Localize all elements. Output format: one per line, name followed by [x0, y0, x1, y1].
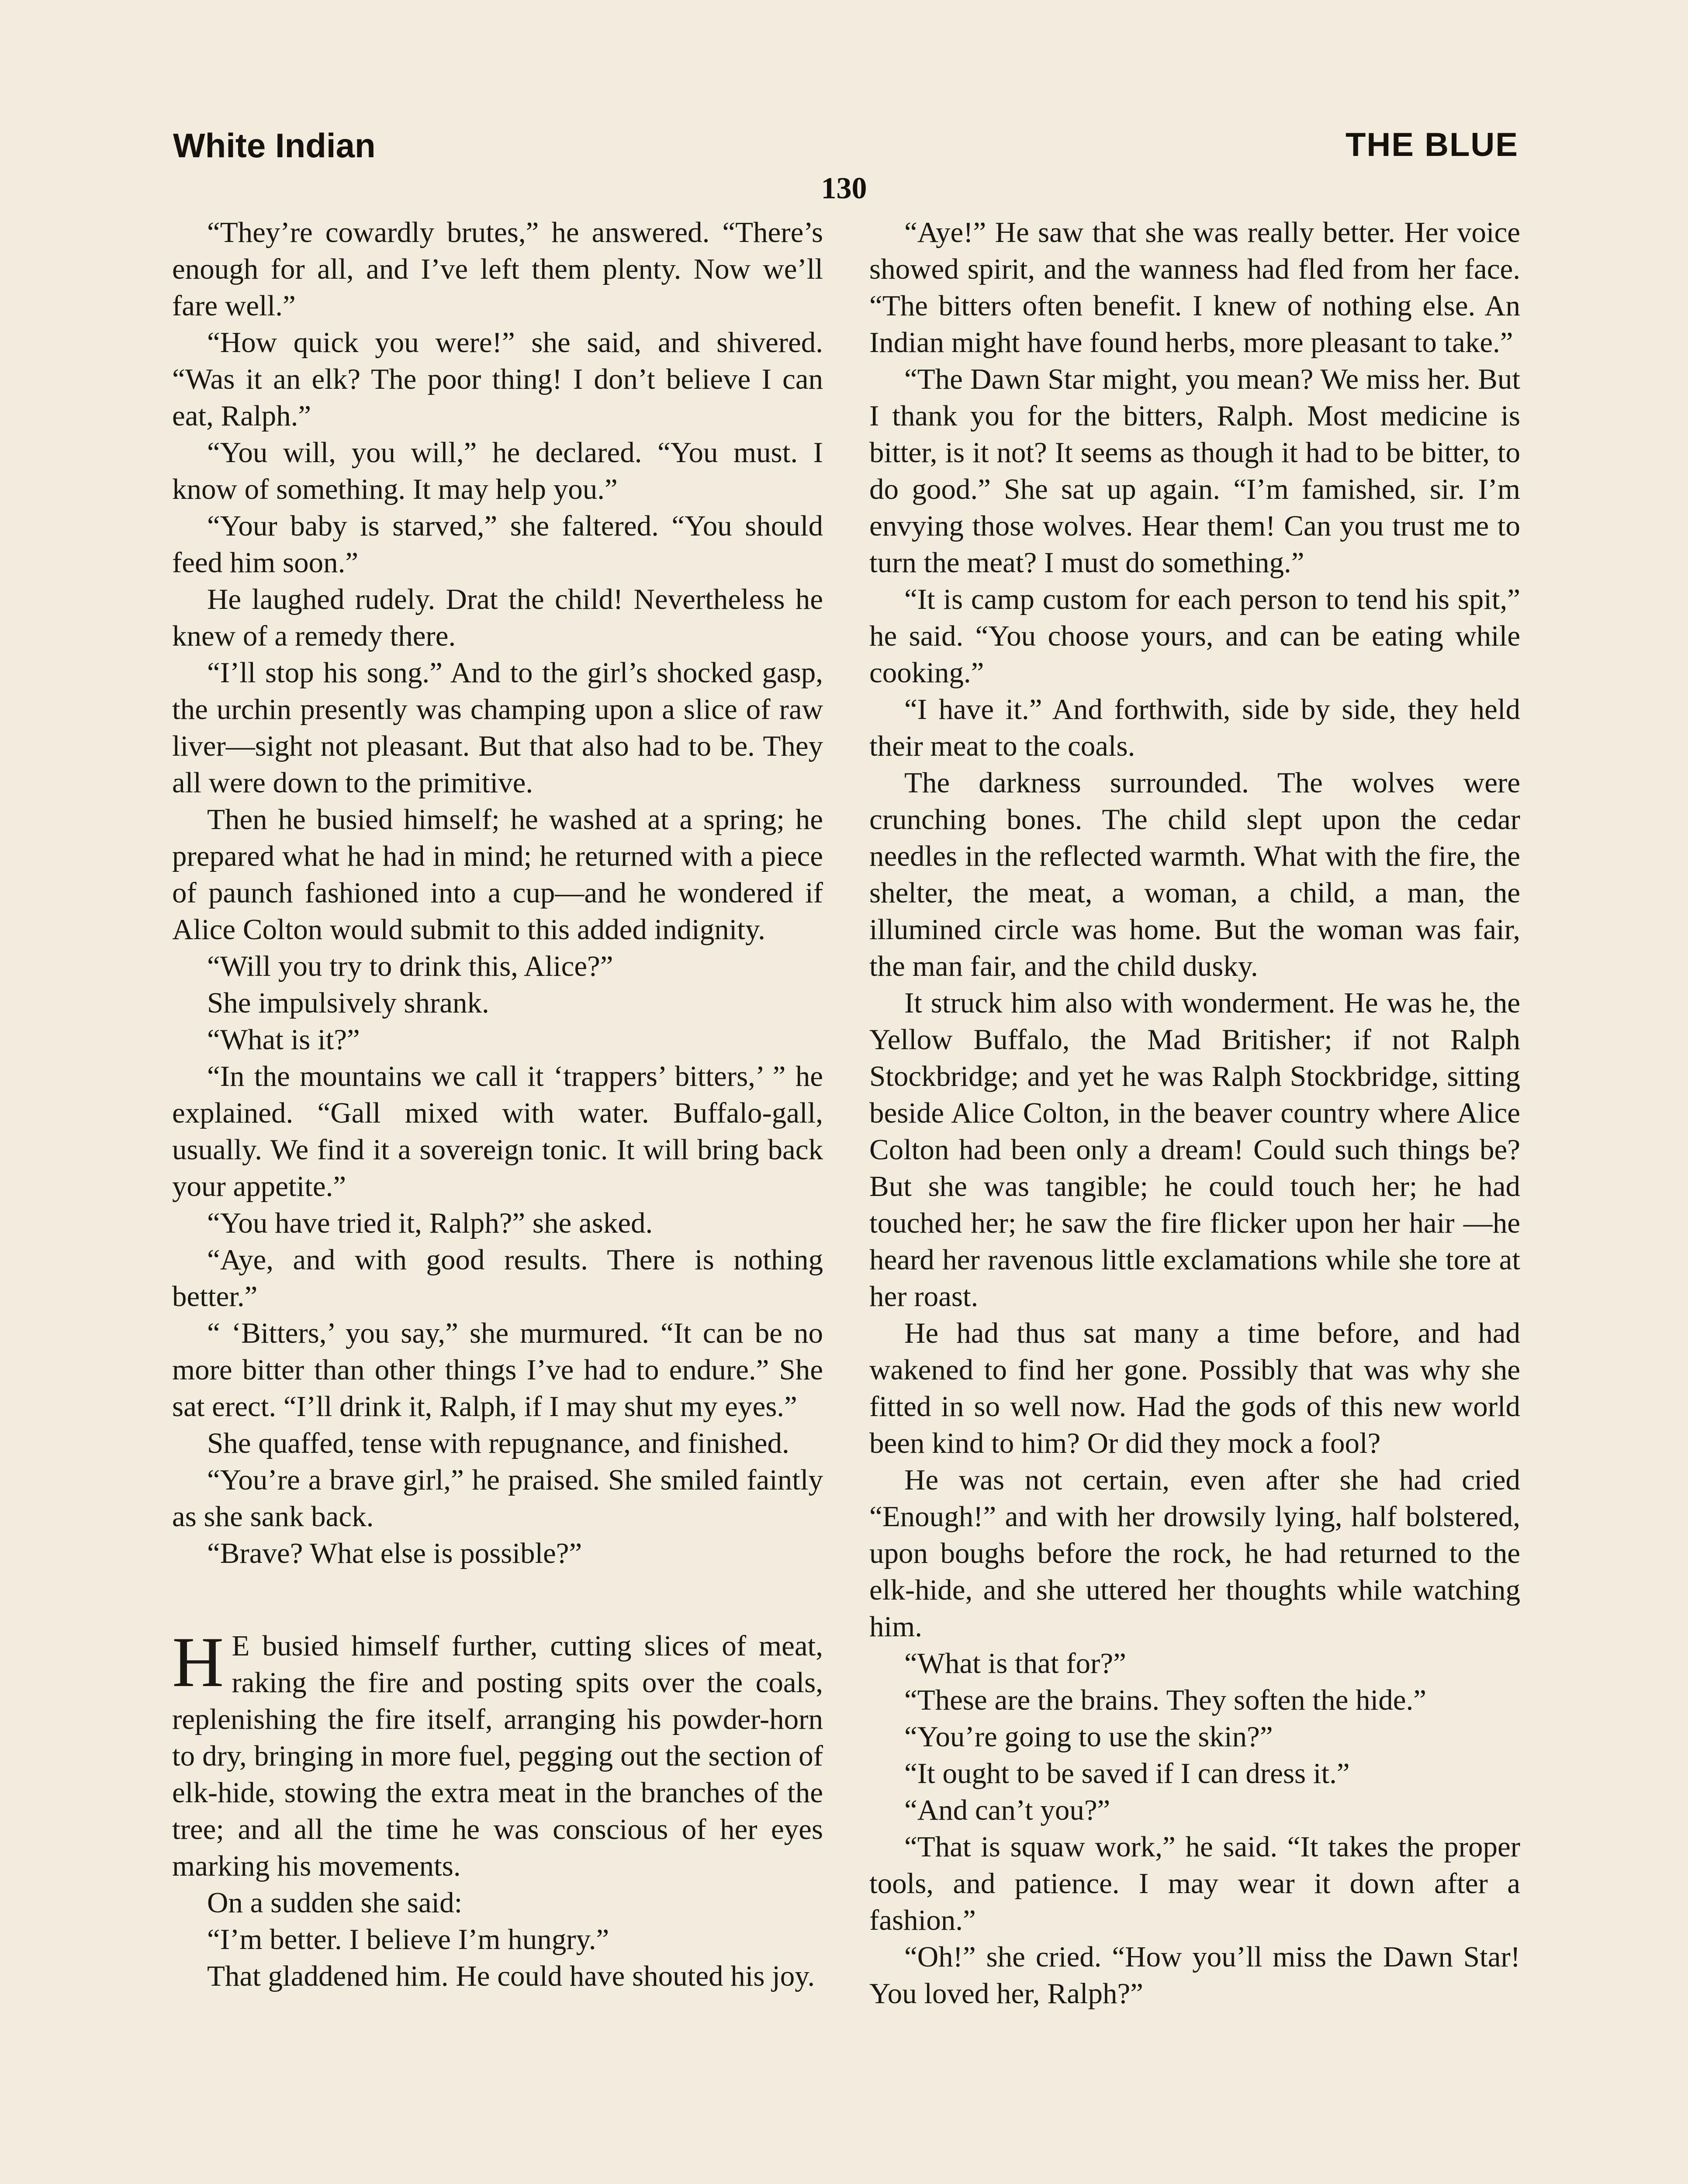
paragraph: “In the mountains we call it ‘trappers’ bitters,’ ” he explained. “Gall mixed with water. Buffalo-gall, usually. We find it a sovereign tonic. It will bring back your appetite.” [172, 1060, 823, 1203]
paragraph: On a sudden she said: [207, 1887, 463, 1919]
paragraph: “I’m better. I believe I’m hungry.” [207, 1923, 609, 1956]
paragraph: “Will you try to drink this, Alice?” [207, 950, 613, 982]
paragraph: “I have it.” And forthwith, side by side, they held their meat to the coals. [869, 693, 1520, 762]
drop-cap-letter: H [172, 1623, 224, 1702]
paragraph: She quaffed, tense with repugnance, and finished. [207, 1427, 789, 1459]
paragraph: “Oh!” she cried. “How you’ll miss the Dawn Star! You loved her, Ralph?” [869, 1941, 1520, 2010]
paragraph: “You will, you will,” he declared. “You must. I know of something. It may help you.” [172, 436, 823, 505]
running-head-left: White Indian [173, 126, 376, 165]
paragraph: She impulsively shrank. [207, 987, 489, 1019]
paragraph: “You’re a brave girl,” he praised. She smiled faintly as she sank back. [172, 1464, 823, 1533]
right-column [869, 214, 1520, 2012]
paragraph: “Aye!” He saw that she was really better. Her voice showed spirit, and the wanness had fled from her face. “The bitters often benefit. I knew of nothing else. An Indian might have found herbs, more pleasant to take.” [869, 216, 1520, 359]
paragraph: “How quick you were!” she said, and shivered. “Was it an elk? The poor thing! I don’t believe I can eat, Ralph.” [172, 326, 823, 432]
paragraph: “You’re going to use the skin?” [904, 1721, 1273, 1753]
paragraph: “These are the brains. They soften the hide.” [904, 1684, 1426, 1716]
page-number: 130 [821, 172, 867, 205]
left-column [172, 214, 823, 1994]
paragraph: He laughed rudely. Drat the child! Nevertheless he knew of a remedy there. [172, 583, 823, 652]
dropcap-paragraph-text: E busied himself further, cutting slices of meat, raking the fire and posting spits over the coals, replenishing the fire itself, arranging his powder-horn to dry, bringing in more fuel, pegging out the section of elk-hide, stowing the extra meat in the branches of the tree; and all the time he was conscious of her eyes marking his movements. [172, 1630, 823, 1882]
paragraph: “Brave? What else is possible?” [207, 1537, 582, 1569]
paragraph: “And can’t you?” [904, 1794, 1110, 1826]
paragraph: The darkness surrounded. The wolves were crunching bones. The child slept upon the cedar needles in the reflected warmth. What with the fire, the shelter, the meat, a woman, a child, a man, the illumined circle was home. But the woman was fair, the man fair, and the child dusky. [869, 767, 1520, 982]
running-head-right: THE BLUE [1346, 126, 1519, 163]
paragraph: It struck him also with wonderment. He was he, the Yellow Buffalo, the Mad Britisher; if not Ralph Stockbridge; and yet he was Ralph Stockbridge, sitting beside Alice Colton, in the beaver country where Alice Colton had been only a dream! Could such things be? But she was tangible; he could touch her; he had touched her; he saw the fire flicker upon her hair —he heard her ravenous little exclamations while she tore at her roast. [869, 987, 1520, 1313]
paragraph: “It ought to be saved if I can dress it.” [904, 1757, 1350, 1790]
paragraph: “Your baby is starved,” she faltered. “You should feed him soon.” [172, 510, 823, 579]
paragraph: “You have tried it, Ralph?” she asked. [207, 1207, 653, 1239]
paragraph: “Aye, and with good results. There is nothing better.” [172, 1244, 823, 1313]
dropcap-paragraph [172, 1623, 823, 1884]
paragraph: “What is it?” [207, 1023, 360, 1056]
paragraph: “That is squaw work,” he said. “It takes the proper tools, and patience. I may wear it down after a fashion.” [869, 1831, 1520, 1936]
paragraph: “What is that for?” [904, 1647, 1126, 1679]
section-break [172, 1572, 823, 1628]
paragraph: That gladdened him. He could have shouted his joy. [207, 1960, 815, 1992]
paragraph: “The Dawn Star might, you mean? We miss her. But I thank you for the bitters, Ralph. Most medicine is bitter, is it not? It seems as though it had to be bitter, to do good.” She sat up again. “I’m famished, sir. I’m envying those wolves. Hear them! Can you trust me to turn the meat? I must do something.” [869, 363, 1520, 579]
paragraph: “It is camp custom for each person to tend his spit,” he said. “You choose yours, and can be eating while cooking.” [869, 583, 1520, 689]
paragraph: Then he busied himself; he washed at a spring; he prepared what he had in mind; he returned with a piece of paunch fashioned into a cup—and he wondered if Alice Colton would submit to this added indignity. [172, 803, 823, 946]
paragraph: “ ‘Bitters,’ you say,” she murmured. “It can be no more bitter than other things I’ve had to endure.” She sat erect. “I’ll drink it, Ralph, if I may shut my eyes.” [172, 1317, 823, 1423]
paragraph: “I’ll stop his song.” And to the girl’s shocked gasp, the urchin presently was champing upon a slice of raw liver—sight not pleasant. But that also had to be. They all were down to the primitive. [172, 657, 823, 799]
paragraph: He had thus sat many a time before, and had wakened to find her gone. Possibly that was why she fitted in so well now. Had the gods of this new world been kind to him? Or did they mock a fool? [869, 1317, 1520, 1459]
paragraph: “They’re cowardly brutes,” he answered. “There’s enough for all, and I’ve left them plenty. Now we’ll fare well.” [172, 216, 823, 322]
paragraph: He was not certain, even after she had cried “Enough!” and with her drowsily lying, half bolstered, upon boughs before the rock, he had returned to the elk-hide, and she uttered her thoughts while watching him. [869, 1464, 1520, 1643]
